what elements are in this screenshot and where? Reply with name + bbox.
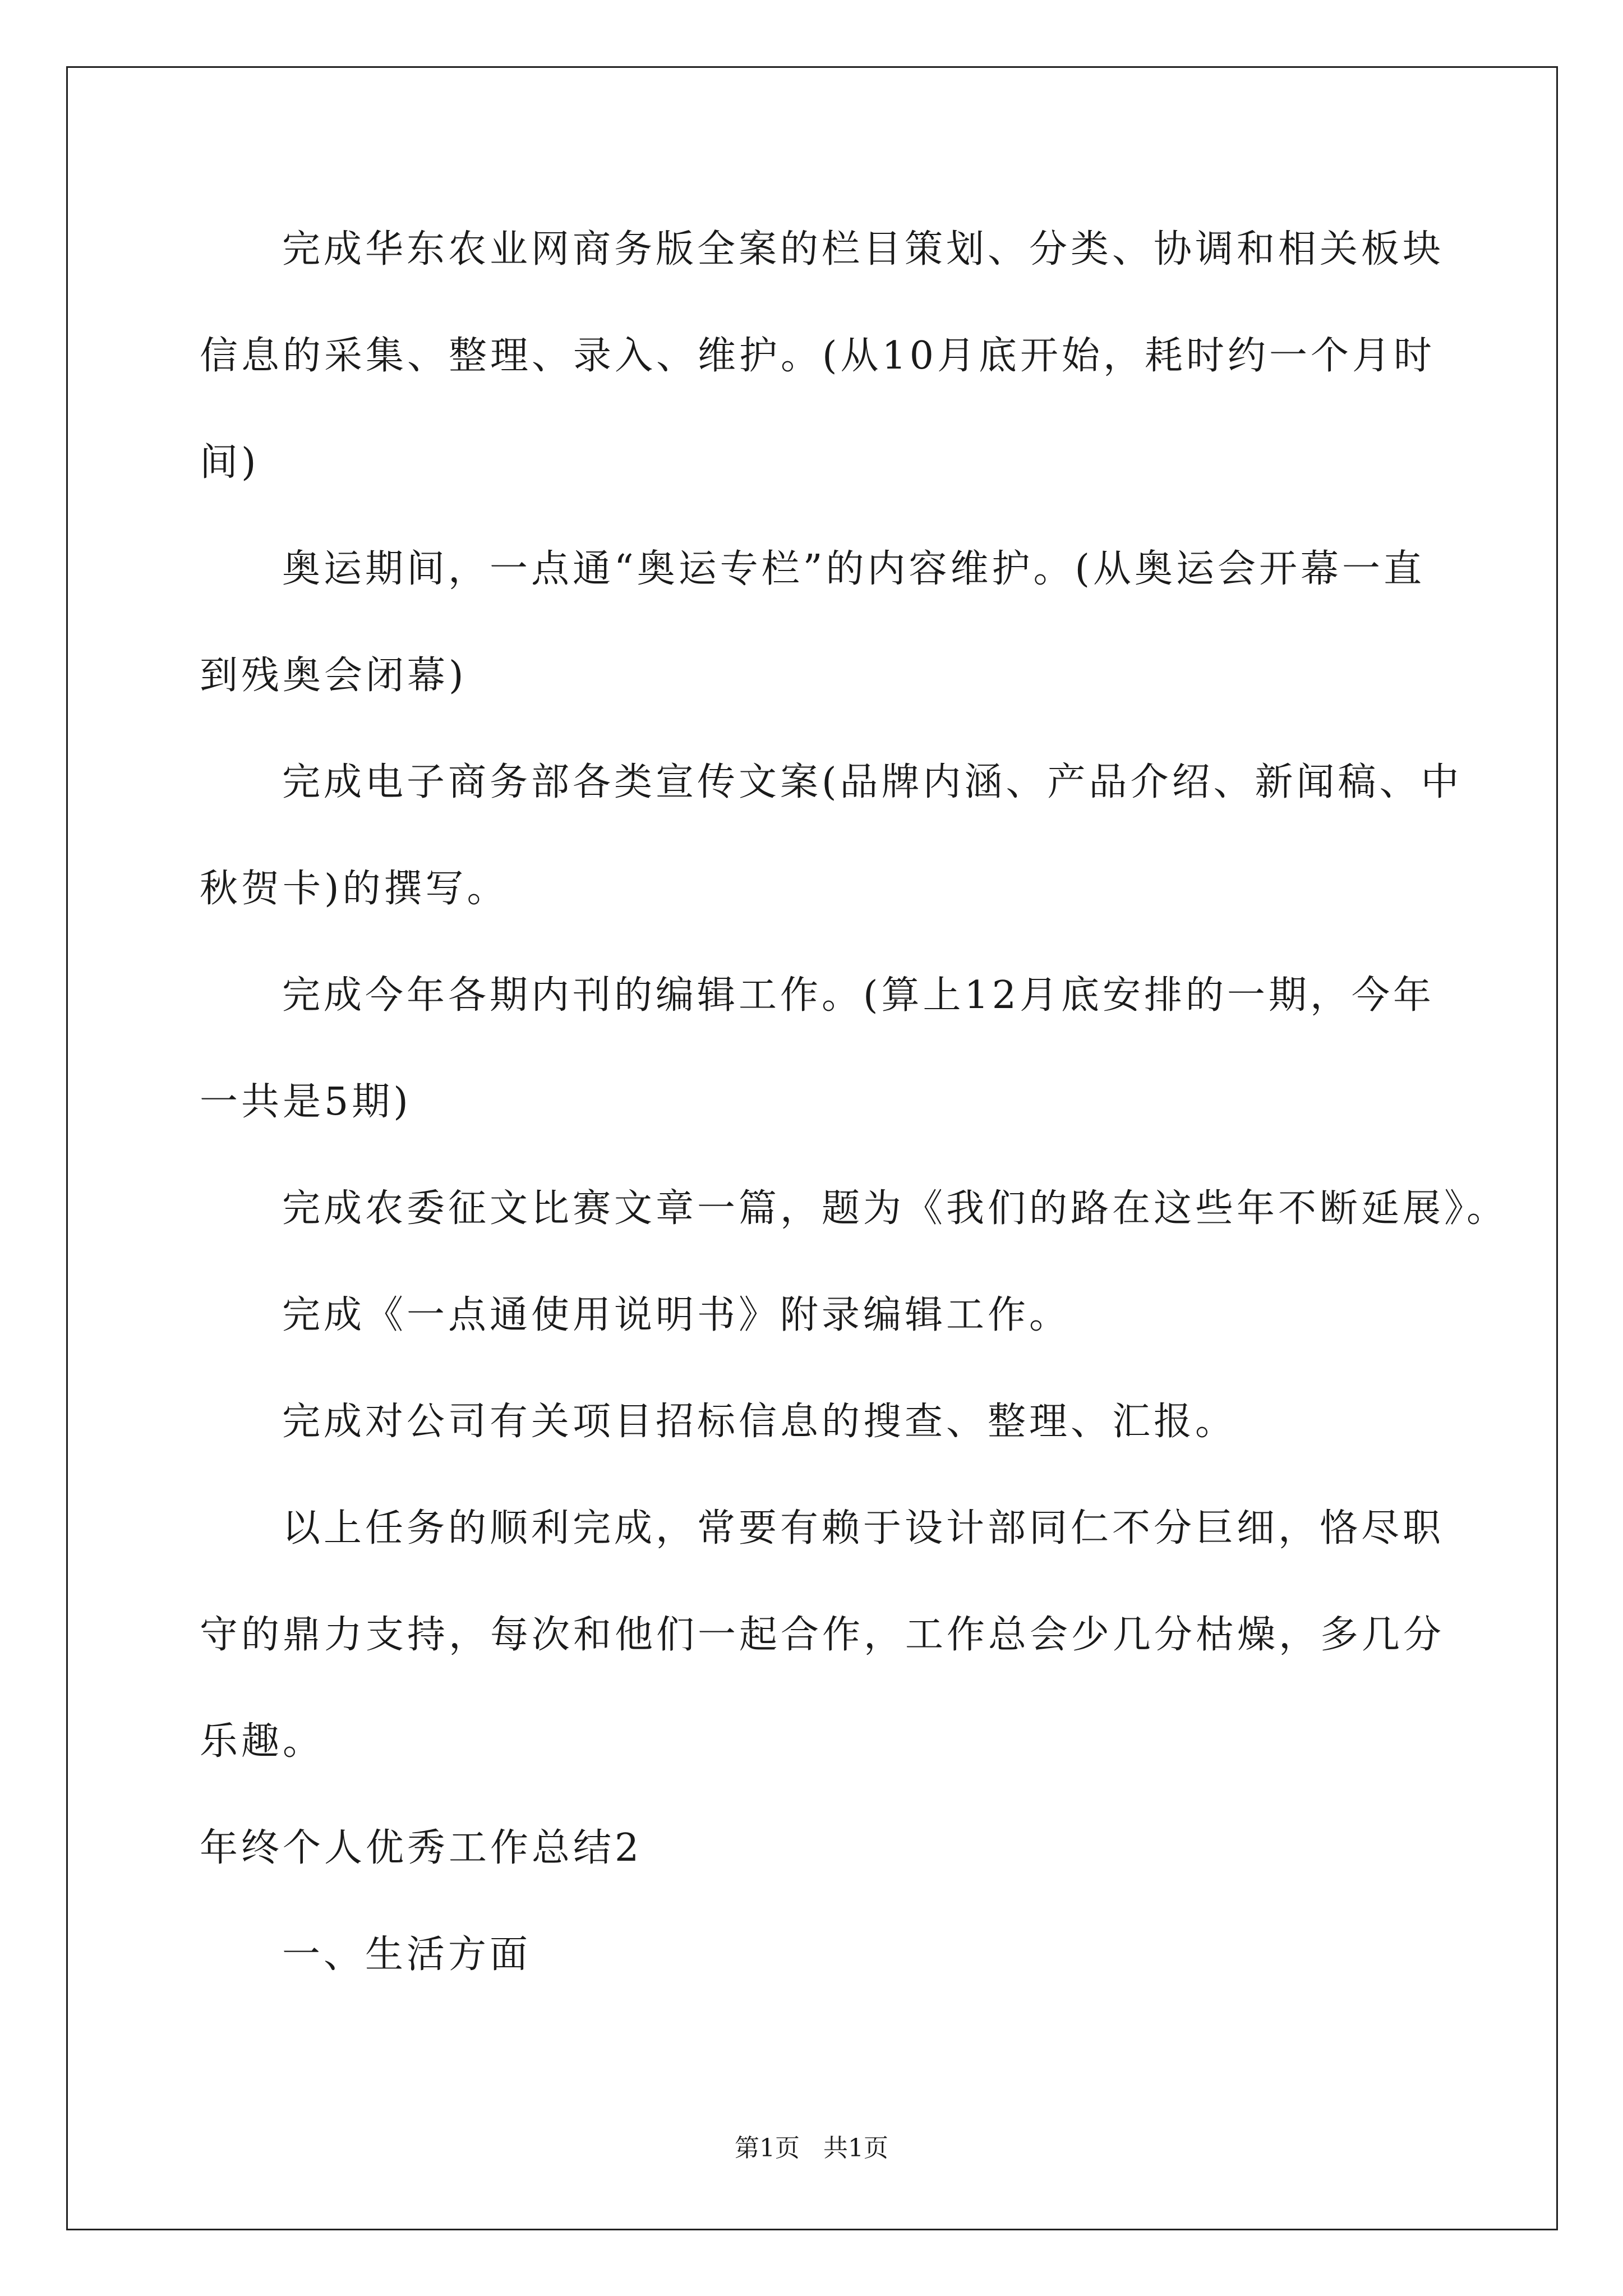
paragraph-line: 一共是5期) — [200, 1080, 412, 1124]
subsection-heading: 一、生活方面 — [282, 1932, 532, 1977]
paragraph-line: 到残奥会闭幕) — [200, 654, 467, 698]
paragraph-line: 完成农委征文比赛文章一篇，题为《我们的路在这些年不断延展》。 — [282, 1186, 1509, 1231]
paragraph-line: 秋贺卡)的撰写。 — [200, 867, 509, 911]
page-border — [66, 66, 1558, 2230]
paragraph-line: 奥运期间，一点通“奥运专栏”的内容维护。(从奥运会开幕一直 — [282, 547, 1426, 591]
paragraph-line: 以上任务的顺利完成，常要有赖于设计部同仁不分巨细，恪尽职 — [282, 1506, 1445, 1550]
paragraph-line: 守的鼎力支持，每次和他们一起合作，工作总会少几分枯燥，多几分 — [200, 1613, 1445, 1657]
section-heading: 年终个人优秀工作总结2 — [200, 1826, 643, 1870]
paragraph-line: 乐趣。 — [200, 1719, 325, 1764]
paragraph-line: 完成电子商务部各类宣传文案(品牌内涵、产品介绍、新闻稿、中 — [282, 760, 1463, 804]
page-number: 第1页 — [735, 2134, 800, 2162]
paragraph-line: 完成《一点通使用说明书》附录编辑工作。 — [282, 1293, 1071, 1337]
paragraph-line: 信息的采集、整理、录入、维护。(从10月底开始，耗时约一个月时 — [200, 334, 1436, 378]
paragraph-line: 完成华东农业网商务版全案的栏目策划、分类、协调和相关板块 — [282, 227, 1445, 272]
page-total: 共1页 — [823, 2134, 888, 2162]
paragraph-line: 间) — [200, 440, 260, 485]
paragraph-line: 完成今年各期内刊的编辑工作。(算上12月底安排的一期，今年 — [282, 973, 1435, 1018]
page-footer — [0, 2132, 1623, 2165]
paragraph-line: 完成对公司有关项目招标信息的搜查、整理、汇报。 — [282, 1400, 1237, 1444]
